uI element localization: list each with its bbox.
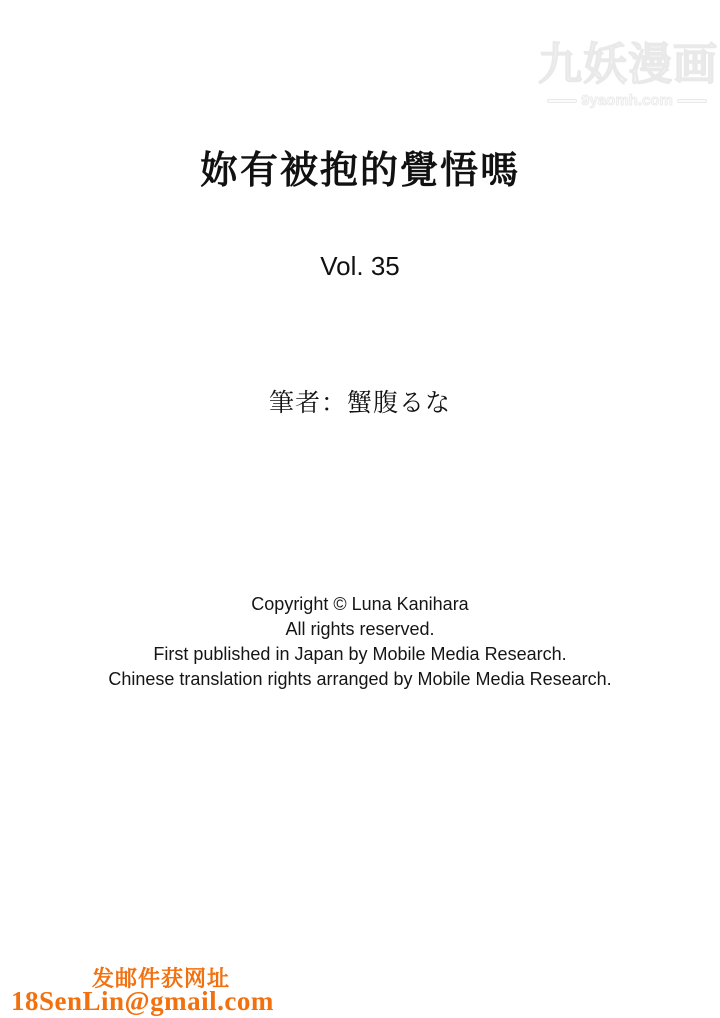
copyright-line-1: Copyright © Luna Kanihara <box>251 594 469 614</box>
contact-email: 18SenLin@gmail.com <box>11 986 274 1016</box>
watermark-dash-left <box>547 99 577 103</box>
watermark-site-url: 9yaomh.com <box>581 92 673 109</box>
page-title: 妳有被抱的覺悟嗎 <box>199 150 520 192</box>
copyright-block <box>0 592 720 692</box>
contact-note: 发邮件获网址 <box>92 966 231 991</box>
author-line: 筆者：蟹腹るな <box>268 389 451 417</box>
watermark-dash-right <box>677 99 707 103</box>
copyright-line-3: First published in Japan by Mobile Media Research. <box>153 644 567 664</box>
site-watermark <box>538 40 716 109</box>
copyright-line-4: Chinese translation rights arranged by Mobile Media Research. <box>108 669 612 689</box>
volume-label: Vol. 35 <box>320 251 400 281</box>
copyright-line-2: All rights reserved. <box>285 619 435 639</box>
watermark-url-row <box>538 92 716 109</box>
watermark-site-name: 九妖漫画 <box>538 40 718 89</box>
